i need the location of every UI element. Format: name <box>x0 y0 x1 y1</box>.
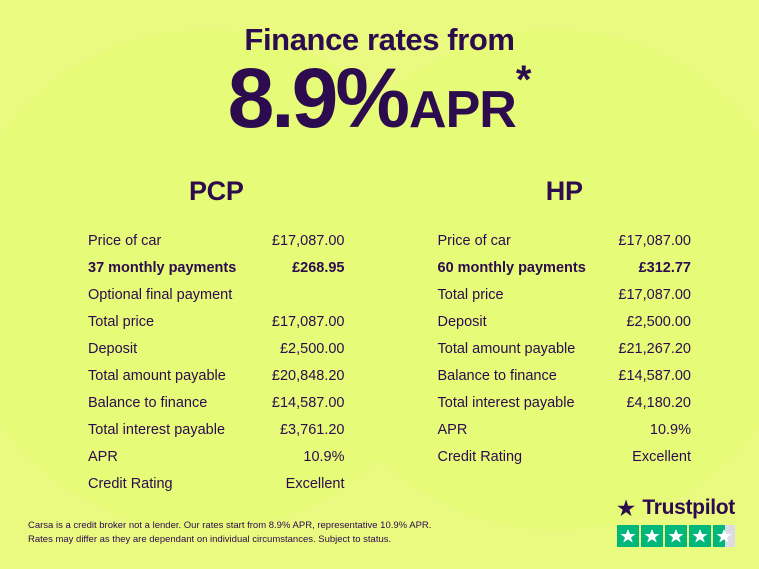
table-row <box>88 227 345 254</box>
table-row <box>88 443 345 470</box>
trustpilot-star-icon: ★ <box>615 494 637 521</box>
disclaimer-line-2: Rates may differ as they are dependant on individual circumstances. Subject to status. <box>28 534 392 546</box>
star-icon <box>665 525 687 547</box>
hp-column <box>380 176 759 497</box>
row-label: Deposit <box>88 340 138 357</box>
row-value: £14,587.00 <box>618 367 691 384</box>
hp-title: HP <box>545 176 583 207</box>
trustpilot-logo <box>616 496 735 520</box>
rate-headline <box>0 51 759 145</box>
row-label: 60 monthly payments <box>437 259 586 276</box>
row-label: Total amount payable <box>88 367 226 384</box>
row-label: Credit Rating <box>437 448 523 465</box>
poster-footer <box>0 491 759 569</box>
table-row <box>438 443 692 470</box>
row-label: Deposit <box>437 313 487 330</box>
row-label: Optional final payment <box>88 286 233 303</box>
table-row <box>438 308 692 335</box>
rate-asterisk: * <box>515 58 532 102</box>
star-icon <box>689 525 711 547</box>
table-row <box>88 281 345 308</box>
table-row <box>88 308 345 335</box>
row-value: £3,761.20 <box>279 421 345 438</box>
table-row <box>88 335 345 362</box>
trustpilot-stars <box>616 525 735 547</box>
table-row <box>88 362 345 389</box>
trustpilot-rating <box>616 496 735 547</box>
pcp-rows <box>88 227 345 497</box>
row-value: Excellent <box>285 475 345 492</box>
row-label: Price of car <box>437 232 511 249</box>
finance-comparison <box>0 176 759 497</box>
row-value: £17,087.00 <box>618 232 691 249</box>
row-label: Total price <box>88 313 155 330</box>
row-value: £20,848.20 <box>271 367 345 384</box>
row-value: £2,500.00 <box>279 340 345 357</box>
rate-value: 8.9% <box>227 51 408 145</box>
page-title: Finance rates from <box>244 22 515 57</box>
row-value: £4,180.20 <box>626 394 691 411</box>
table-row <box>438 335 692 362</box>
table-row <box>88 389 345 416</box>
row-label: Balance to finance <box>88 394 208 411</box>
row-value: £21,267.20 <box>618 340 691 357</box>
row-value: 10.9% <box>649 421 691 438</box>
row-value: £268.95 <box>292 259 345 276</box>
table-row <box>438 416 692 443</box>
row-value: £312.77 <box>638 259 691 276</box>
table-row <box>88 416 345 443</box>
star-icon <box>641 525 663 547</box>
star-icon <box>617 525 639 547</box>
trustpilot-name: Trustpilot <box>642 496 735 519</box>
row-label: Total amount payable <box>437 340 576 357</box>
row-label: Total interest payable <box>88 421 226 438</box>
hp-rows <box>438 227 692 470</box>
row-label: 37 monthly payments <box>88 259 237 276</box>
table-row <box>438 227 692 254</box>
row-label: Credit Rating <box>88 475 173 492</box>
row-value: £17,087.00 <box>271 313 345 330</box>
row-label: APR <box>88 448 118 465</box>
row-value: £17,087.00 <box>618 286 691 303</box>
table-row <box>88 254 345 281</box>
row-label: Balance to finance <box>437 367 557 384</box>
row-value: 10.9% <box>303 448 345 465</box>
row-label: Total interest payable <box>437 394 575 411</box>
row-value: £17,087.00 <box>271 232 345 249</box>
row-value: Excellent <box>632 448 691 465</box>
row-label: APR <box>437 421 468 438</box>
table-row <box>438 389 692 416</box>
table-row <box>438 362 692 389</box>
pcp-title: PCP <box>188 176 244 207</box>
row-value: £14,587.00 <box>271 394 345 411</box>
half-star-icon <box>713 525 735 547</box>
rate-unit: APR <box>409 81 516 139</box>
disclaimer-text <box>28 519 431 547</box>
row-label: Price of car <box>88 232 162 249</box>
row-value: £2,500.00 <box>626 313 691 330</box>
disclaimer-line-1: Carsa is a credit broker not a lender. Our rates start from 8.9% APR, representative 10.9% APR. <box>28 520 432 532</box>
table-row <box>438 281 692 308</box>
pcp-column <box>0 176 380 497</box>
row-label: Total price <box>437 286 504 303</box>
table-row <box>438 254 692 281</box>
